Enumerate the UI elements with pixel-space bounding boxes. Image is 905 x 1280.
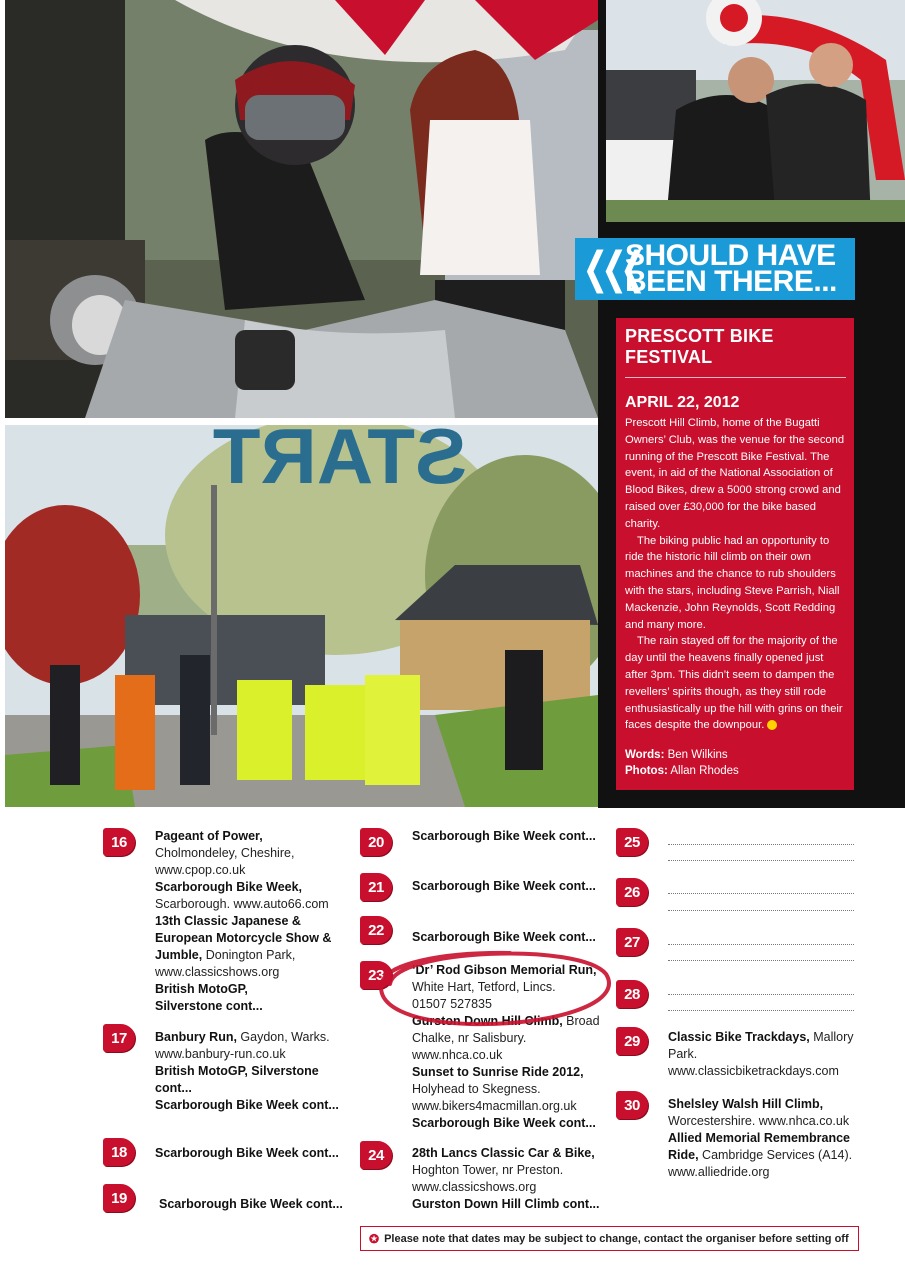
day-number: 16	[103, 828, 135, 856]
day-badge	[616, 1091, 648, 1121]
entry-title: Scarborough Bike Week cont...	[412, 930, 596, 944]
day-badge	[360, 828, 392, 858]
day-badge	[360, 961, 392, 991]
entry-title: Gurston Down Hill Climb cont...	[412, 1197, 600, 1211]
day-number: 27	[616, 928, 648, 956]
day-number: 18	[103, 1138, 135, 1166]
entry-title: Scarborough Bike Week cont...	[159, 1197, 343, 1211]
calendar-entry-24	[412, 1145, 612, 1213]
blank-line	[668, 910, 854, 911]
day-number: 23	[360, 961, 392, 989]
blank-line	[668, 1010, 854, 1011]
credits	[625, 747, 846, 779]
header-line-1: SHOULD HAVE	[625, 239, 836, 272]
day-number: 20	[360, 828, 392, 856]
words-author: Ben Wilkins	[667, 749, 728, 762]
event-paragraph-text: The rain stayed off for the majority of the day until the heavens finally opened just after 3pm. This didn’t seem to dampen the revellers’ spirits though, as they still rode enthusiastically up the hill with grins on their faces despite the downpour.	[625, 635, 843, 732]
blank-line	[668, 860, 854, 861]
entry-title: Pageant of Power,	[155, 829, 263, 843]
entry-title: Silverstone cont...	[155, 999, 263, 1013]
event-panel	[616, 318, 854, 790]
entry-title: Jumble,	[155, 948, 203, 962]
calendar-entry-18	[155, 1145, 355, 1162]
event-date: APRIL 22, 2012	[625, 394, 740, 411]
event-paragraph	[625, 633, 846, 734]
day-number: 21	[360, 873, 392, 901]
entry-title: Sunset to Sunrise Ride 2012,	[412, 1065, 584, 1079]
black-divider	[598, 0, 606, 222]
day-number: 28	[616, 980, 648, 1008]
entry-title: 28th Lancs Classic Car & Bike,	[412, 1146, 595, 1160]
disclaimer-text: Please note that dates may be subject to change, contact the organiser before setting off	[384, 1232, 849, 1245]
entry-url: www.alliedride.org	[668, 1165, 770, 1179]
day-number: 19	[103, 1184, 135, 1212]
entry-title: ‘Dr’ Rod Gibson Memorial Run,	[412, 963, 597, 977]
entry-text: Hoghton Tower, nr Preston.	[412, 1163, 564, 1177]
day-badge	[616, 1027, 648, 1057]
entry-url: www.bikers4macmillan.org.uk	[412, 1099, 577, 1113]
day-badge	[360, 1141, 392, 1171]
calendar-entry-21	[412, 878, 612, 895]
blank-line	[668, 893, 854, 894]
entry-url: www.classicbiketrackdays.com	[668, 1064, 839, 1078]
day-number: 29	[616, 1027, 648, 1055]
calendar-entry-23	[412, 962, 612, 1132]
entry-title: Scarborough Bike Week cont...	[412, 829, 596, 843]
blank-line	[668, 960, 854, 961]
calendar-entry-17	[155, 1029, 355, 1114]
entry-text: White Hart, Tetford, Lincs.	[412, 980, 556, 994]
entry-title: Scarborough Bike Week cont...	[155, 1098, 339, 1112]
header-line-2: BEEN THERE...	[625, 265, 837, 298]
section-header-should-have-been-there	[575, 238, 855, 300]
day-number: 22	[360, 916, 392, 944]
event-paragraph: Prescott Hill Climb, home of the Bugatti Owners’ Club, was the venue for the second running of the Prescott Bike Festival. The event, in aid of the National Association of Blood Bikes, drew a 5000 strong crowd and raised over £30,000 for the bike based charity.	[625, 417, 845, 530]
entry-title: Scarborough Bike Week,	[155, 880, 303, 894]
day-badge	[103, 828, 135, 858]
day-badge	[360, 873, 392, 903]
entry-text: Broad	[562, 1014, 600, 1028]
entry-title: Scarborough Bike Week cont...	[412, 1116, 596, 1130]
entry-text: Worcestershire. www.nhca.co.uk	[668, 1114, 850, 1128]
entry-url: www.nhca.co.uk	[412, 1048, 503, 1062]
day-badge	[616, 980, 648, 1010]
entry-text: Mallory	[809, 1030, 854, 1044]
day-badge	[103, 1024, 135, 1054]
entry-title: Classic Bike Trackdays,	[668, 1030, 810, 1044]
end-mark-icon	[767, 720, 777, 730]
calendar-entry-29	[668, 1029, 868, 1080]
entry-title: Ride,	[668, 1148, 699, 1162]
photo-rider-and-umbrella-girl	[5, 0, 598, 418]
photos-author: Allan Rhodes	[670, 765, 739, 778]
calendar-entry-19	[159, 1196, 359, 1213]
entry-url: www.classicshows.org	[412, 1180, 537, 1194]
calendar-entry-30	[668, 1096, 868, 1181]
entry-title: Scarborough Bike Week cont...	[412, 879, 596, 893]
day-number: 24	[360, 1141, 392, 1169]
chevrons-icon: ❮❮❮	[582, 243, 639, 294]
entry-title: cont...	[155, 1081, 192, 1095]
entry-title: British MotoGP,	[155, 982, 248, 996]
blank-line	[668, 994, 854, 995]
entry-title: Gurston Down Hill Climb,	[412, 1014, 563, 1028]
entry-url: www.banbury-run.co.uk	[155, 1047, 286, 1061]
event-title: PRESCOTT BIKE FESTIVAL	[625, 326, 846, 378]
entry-title: Banbury Run,	[155, 1030, 237, 1044]
entry-url: www.cpop.co.uk	[155, 863, 246, 877]
day-badge	[616, 828, 648, 858]
day-number: 26	[616, 878, 648, 906]
start-sign-mirrored: START	[212, 425, 467, 500]
entry-text: Cambridge Services (A14).	[698, 1148, 853, 1162]
day-number: 25	[616, 828, 648, 856]
calendar-entry-16	[155, 828, 355, 1015]
section-header-title	[625, 239, 837, 298]
photo-ducati-riders	[606, 0, 905, 222]
entry-title: Allied Memorial Remembrance	[668, 1131, 851, 1145]
entry-title: 13th Classic Japanese &	[155, 914, 301, 928]
day-badge	[103, 1138, 135, 1168]
calendar-entry-22	[412, 929, 612, 946]
day-badge	[616, 928, 648, 958]
words-label: Words:	[625, 749, 665, 762]
event-paragraph: The biking public had an opportunity to ride the historic hill climb on their own machines and the chance to rub shoulders with the stars, including Steve Parrish, Niall Mackenzie, John Reynolds, Scott Redding and many more.	[625, 534, 840, 631]
entry-text: Holyhead to Skegness.	[412, 1082, 541, 1096]
day-badge	[616, 878, 648, 908]
day-badge	[360, 916, 392, 946]
star-icon: ✪	[369, 1231, 380, 1246]
entry-url: www.classicshows.org	[155, 965, 280, 979]
entry-title: Scarborough Bike Week cont...	[155, 1146, 339, 1160]
entry-phone: 01507 527835	[412, 997, 492, 1011]
photos-label: Photos:	[625, 765, 668, 778]
entry-text: Scarborough. www.auto66.com	[155, 897, 329, 911]
entry-title: Shelsley Walsh Hill Climb,	[668, 1097, 824, 1111]
entry-text: Park.	[668, 1047, 698, 1061]
blank-line	[668, 844, 854, 845]
entry-text: Gaydon, Warks.	[236, 1030, 330, 1044]
entry-title: British MotoGP, Silverstone	[155, 1064, 319, 1078]
entry-text: Donington Park,	[202, 948, 296, 962]
calendar-entry-20	[412, 828, 612, 845]
day-number: 17	[103, 1024, 135, 1052]
blank-line	[668, 944, 854, 945]
day-number: 30	[616, 1091, 648, 1119]
entry-title: European Motorcycle Show &	[155, 931, 332, 945]
day-badge	[103, 1184, 135, 1214]
disclaimer-note	[360, 1226, 859, 1251]
photo-start-line	[5, 425, 598, 807]
entry-text: Chalke, nr Salisbury.	[412, 1031, 527, 1045]
entry-text: Cholmondeley, Cheshire,	[155, 846, 295, 860]
